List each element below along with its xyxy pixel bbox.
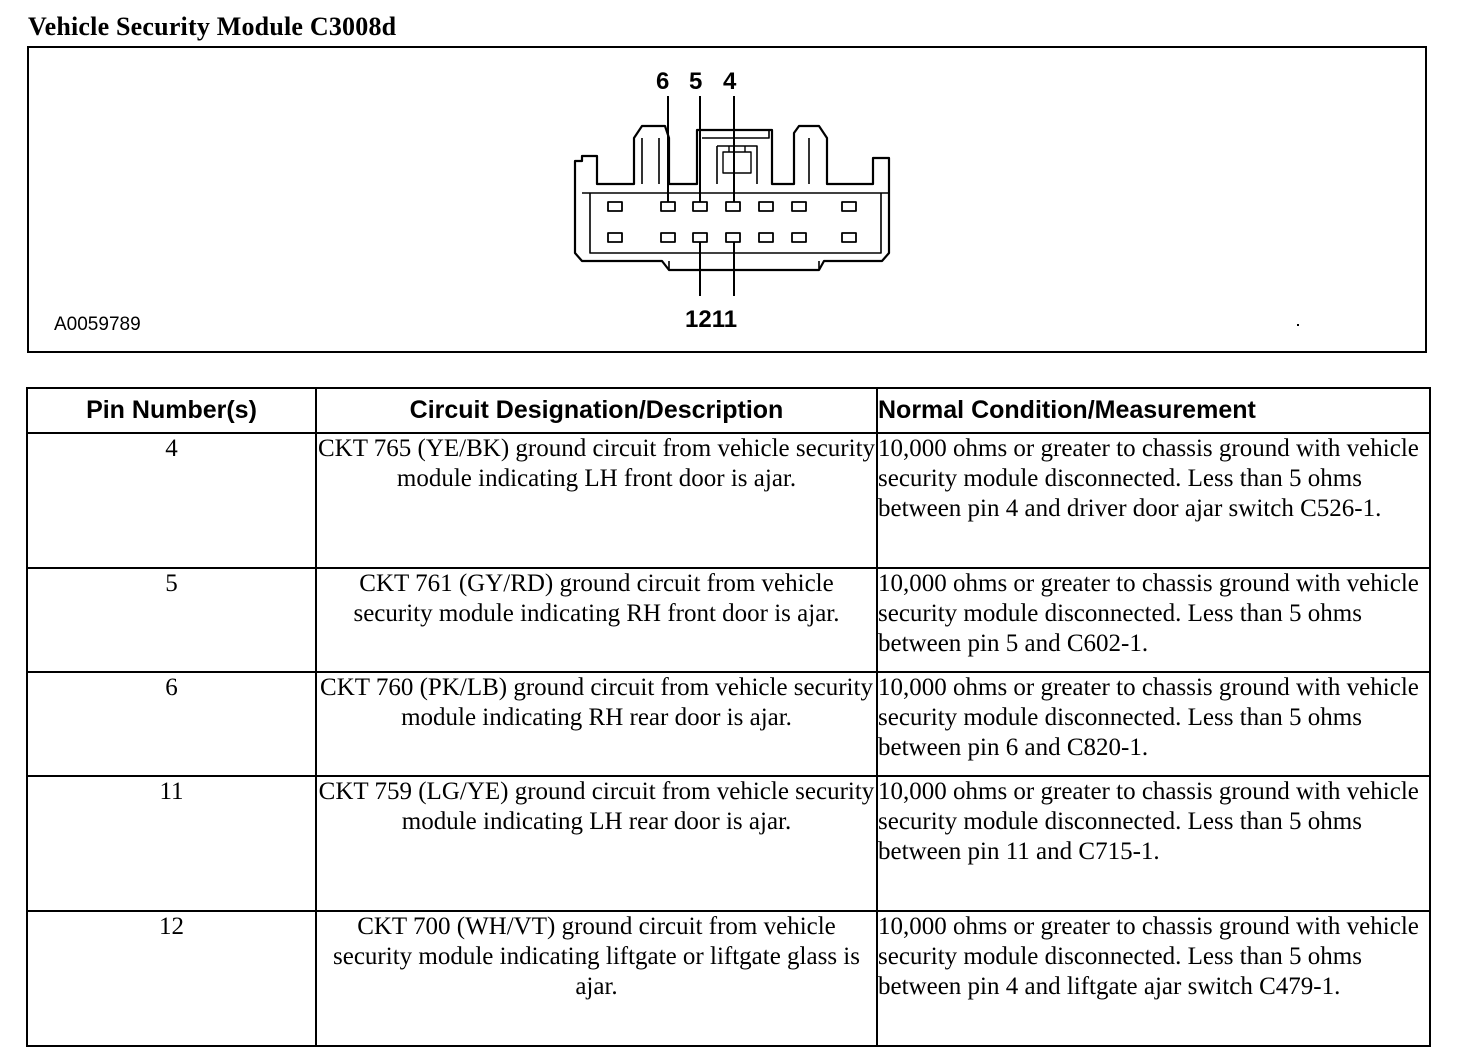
connector-diagram (27, 46, 1427, 353)
scan-speck (1297, 324, 1299, 326)
condition-cell: 10,000 ohms or greater to chassis ground with vehicle security module disconnected. Less than 5 ohms between pin 6 and C820-1. (877, 672, 1430, 776)
table-row (27, 433, 1430, 568)
condition-cell: 10,000 ohms or greater to chassis ground with vehicle security module disconnected. Less than 5 ohms between pin 4 and liftgate ajar switch C479-1. (877, 911, 1430, 1046)
pin-cell: 6 (27, 672, 316, 776)
condition-cell: 10,000 ohms or greater to chassis ground with vehicle security module disconnected. Less than 5 ohms between pin 5 and C602-1. (877, 568, 1430, 672)
circuit-cell: CKT 700 (WH/VT) ground circuit from vehicle security module indicating liftgate or liftgate glass is ajar. (316, 911, 877, 1046)
pin-cell: 5 (27, 568, 316, 672)
circuit-cell: CKT 759 (LG/YE) ground circuit from vehicle security module indicating LH rear door is ajar. (316, 776, 877, 911)
header-circuit: Circuit Designation/Description (316, 388, 877, 433)
pin-cell: 11 (27, 776, 316, 911)
table-row (27, 672, 1430, 776)
figure-id: A0059789 (54, 314, 141, 335)
condition-cell: 10,000 ohms or greater to chassis ground with vehicle security module disconnected. Less than 5 ohms between pin 4 and driver door ajar switch C526-1. (877, 433, 1430, 568)
circuit-cell: CKT 765 (YE/BK) ground circuit from vehicle security module indicating LH front door is ajar. (316, 433, 877, 568)
table-row (27, 776, 1430, 911)
pin-label-6: 6 (656, 68, 670, 95)
table-row (27, 568, 1430, 672)
circuit-cell: CKT 761 (GY/RD) ground circuit from vehicle security module indicating RH front door is ajar. (316, 568, 877, 672)
circuit-cell: CKT 760 (PK/LB) ground circuit from vehicle security module indicating RH rear door is ajar. (316, 672, 877, 776)
pin-label-5: 5 (689, 68, 703, 95)
table-row (27, 911, 1430, 1046)
condition-cell: 10,000 ohms or greater to chassis ground with vehicle security module disconnected. Less than 5 ohms between pin 11 and C715-1. (877, 776, 1430, 911)
header-pin-numbers: Pin Number(s) (27, 388, 316, 433)
pin-cell: 4 (27, 433, 316, 568)
pin-table (26, 387, 1431, 1047)
table-header-row (27, 388, 1430, 433)
pin-cell: 12 (27, 911, 316, 1046)
page-title: Vehicle Security Module C3008d (28, 12, 397, 41)
pin-label-12-11: 1211 (685, 306, 738, 333)
header-condition: Normal Condition/Measurement (877, 388, 1430, 433)
pin-label-4: 4 (723, 68, 737, 95)
